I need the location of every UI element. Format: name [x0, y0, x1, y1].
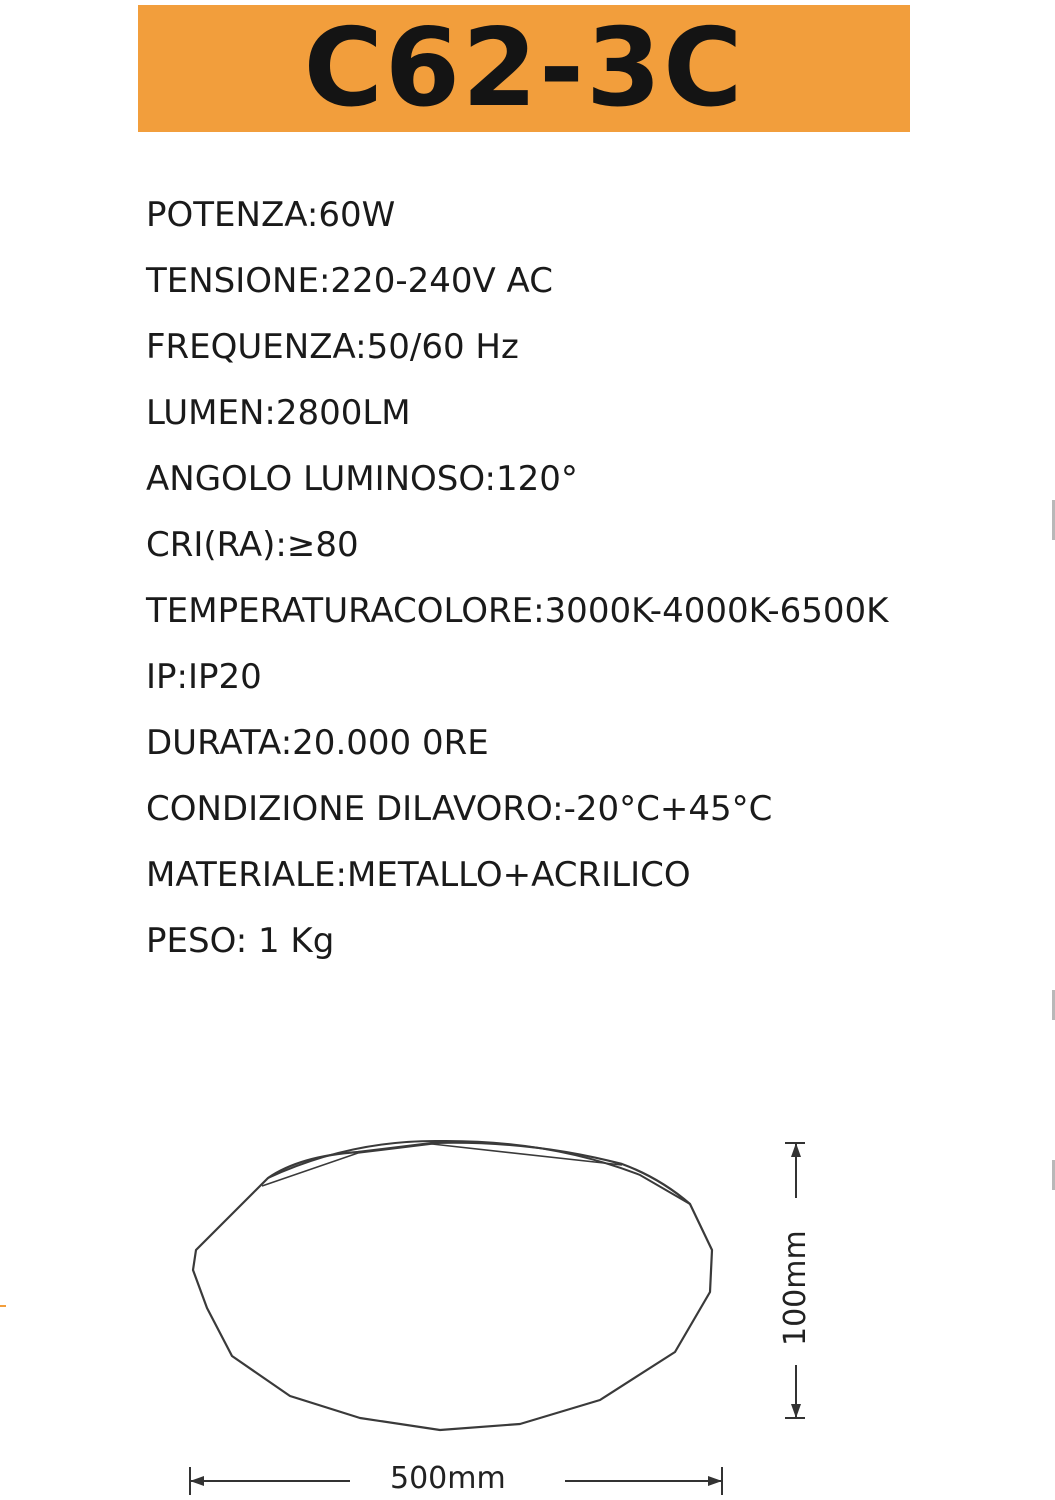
spec-ip-rating: IP:IP20: [146, 657, 262, 697]
spec-working-conditions: CONDIZIONE DILAVORO:-20°C+45°C: [146, 789, 773, 829]
lamp-dimension-diagram: [0, 1120, 1055, 1500]
spec-weight: PESO: 1 Kg: [146, 921, 335, 961]
spec-lumen: LUMEN:2800LM: [146, 393, 411, 433]
spec-lifetime: DURATA:20.000 0RE: [146, 723, 489, 763]
spec-list: [146, 193, 1026, 985]
spec-power: POTENZA:60W: [146, 195, 396, 235]
height-label: 100mm: [778, 1230, 813, 1346]
spec-material: MATERIALE:METALLO+ACRILICO: [146, 855, 691, 895]
title-banner: [138, 5, 910, 132]
edge-accent-mark: [0, 1305, 6, 1307]
spec-voltage: TENSIONE:220-240V AC: [146, 261, 553, 301]
width-label: 500mm: [390, 1461, 506, 1496]
lamp-rim-facet: [268, 1141, 690, 1204]
spec-frequency: FREQUENZA:50/60 Hz: [146, 327, 519, 367]
spec-cri: CRI(RA):≥80: [146, 525, 359, 565]
spec-color-temperature: TEMPERATURACOLORE:3000K-4000K-6500K: [146, 591, 889, 631]
lamp-outline: [193, 1143, 712, 1430]
lamp-rim-facet-inner: [262, 1144, 622, 1186]
spec-beam-angle: ANGOLO LUMINOSO:120°: [146, 459, 578, 499]
model-title: C62-3C: [303, 5, 745, 131]
